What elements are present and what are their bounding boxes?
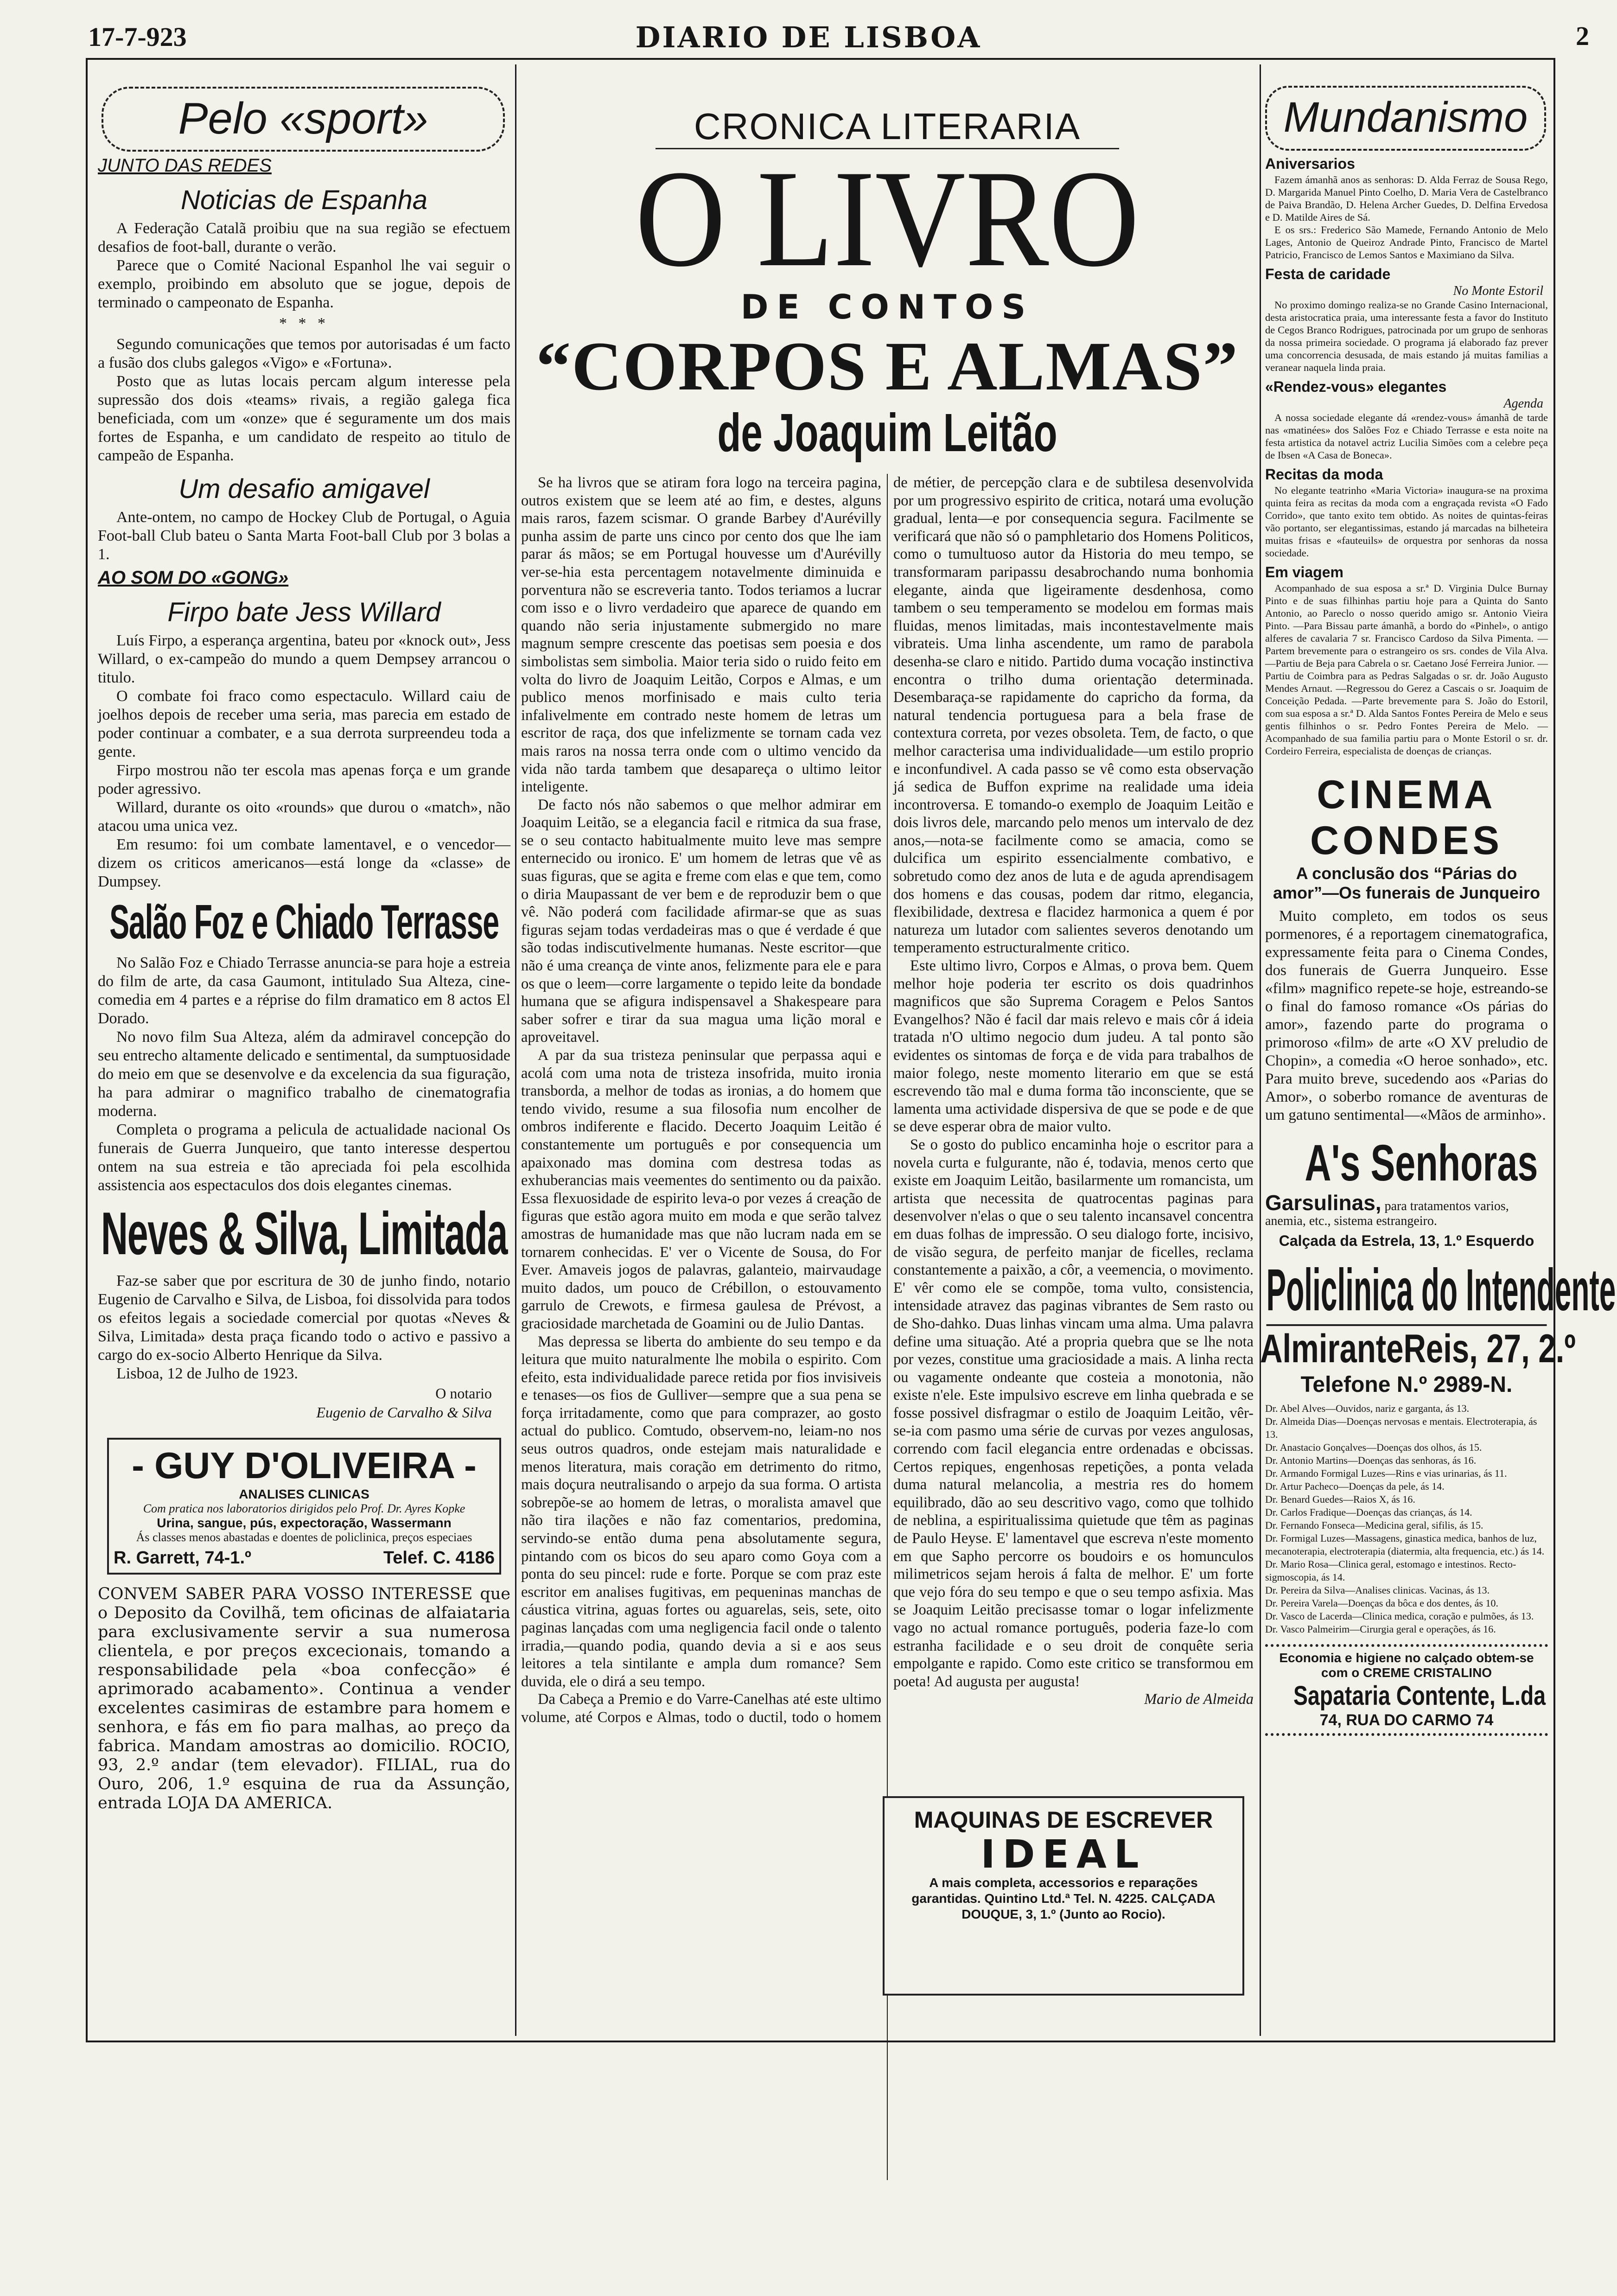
paragraph: E os srs.: Frederico São Mamede, Fernando Antonio de Melo Lages, Antonio de Queiroz Andrade Pinto, Francisco de Martel Patricio, Francisco de Lemos Santos e Maximiano da Silva.	[1265, 224, 1548, 261]
list-item: Dr. Fernando Fonseca—Medicina geral, sifilis, ás 15.	[1265, 1519, 1483, 1531]
list-item: Dr. Pereira Varela—Doenças da bôca e dos dentes, ás 10.	[1265, 1597, 1498, 1609]
list-item: Dr. Vasco Palmeirim—Cirurgia geral e operações, ás 16.	[1265, 1623, 1496, 1635]
paragraph: Parece que o Comité Nacional Espanhol lhe vai seguir o exemplo, proibindo em absoluto que se jogue, depois de terminado o campeonato de Espanha.	[98, 257, 510, 311]
paragraph: Willard, durante os oito «rounds» que durou o «match», não atacou uma unica vez.	[98, 799, 510, 835]
paragraph: Posto que as lutas locais percam algum interesse pela supressão dos dois «teams» rivais, a região galega fica beneficiada, com um «onze» que é seguramente um dos mais fortes de Espanha, e um candidato de respeito ao titulo de campeão de Espanha.	[98, 373, 510, 464]
list-item: Dr. Carlos Fradique—Doenças das crianças, ás 14.	[1265, 1506, 1472, 1518]
paragraph: Em resumo: foi um combate lamentavel, e o vencedor—dizem os criticos americanos—está longe da «classe» de Dumpsey.	[98, 836, 510, 890]
article-heading: Noticias de Espanha	[181, 185, 427, 215]
list-item: Dr. Antonio Martins—Doenças das senhoras, ás 16.	[1265, 1454, 1477, 1466]
ad-title: MAQUINAS DE ESCREVER	[914, 1807, 1213, 1833]
ad-line: Ás classes menos abastadas e doentes de policlinica, preços especiaes	[136, 1531, 472, 1544]
masthead-date: 17-7-923	[88, 22, 187, 52]
notary-label: O notario	[435, 1385, 492, 1402]
paragraph: Fazem ámanhã anos as senhoras: D. Alda Ferraz de Sousa Rego, D. Margarida Manuel Pinto Coelho, D. Maria Vera de Castelbranco de Paiva Brandão, D. Helena Archer Guedes, D. Delfina Ervedosa e D. Matilde Aires de Sá.	[1265, 174, 1548, 223]
ad-brand: Sapataria Contente, L.da	[1293, 1681, 1546, 1711]
policlinica-address: AlmiranteReis, 27, 2.º	[1260, 1327, 1576, 1371]
paragraph: Se ha livros que se atiram fora logo na terceira pagina, outros existem que se leem até ao fim, e destes, alguns mais raros, fazem scismar. O grande Barbey d'Aurévilly punha assim de parte uns cinco por cento dos que lhe iam parar ás mãos; se em Portugal houvesse um d'Aurévilly ver-se-hia esta percentagem notavelmente diminuida e porventura não se escreveria tanto. Todos teriamos a lucrar com isso e o livro verdadeiro que aparece de quando em quando não seria injustamente submergido no mare magnum sempre crescente das poetisas sem poesia e dos simbolistas sem simbolia. Maior teria sido o ruido feito em volta do livro de Joaquim Leitão, Corpos e Almas, e um publico menos morfinisado e mais culto teria infalivelmente em contrado neste homem de letras um escritor de raça, dos que infelizmente se tornam cada vez mais raros na nossa terra onde com o ultimo vencido da vida não tarda tambem que desapareça o ultimo leitor inteligente.	[521, 474, 881, 796]
list-item: Dr. Abel Alves—Ouvidos, nariz e garganta, ás 13.	[1265, 1403, 1470, 1414]
sapataria-ad	[1265, 1644, 1548, 1736]
section-location: No Monte Estoril	[1453, 284, 1543, 298]
paragraph: A par da sua tristeza peninsular que perpassa aqui e acolá com uma nota de tristeza insofrida, muito ironia transborda, a melhor de todas as ironias, a do homem que tendo vivido, resume a sua filosofia num encolher de ombros indiferente e flacido. Decerto Joaquim Leitão é constantemente um português e por consequencia um apaixonado mas domina com destresa todas as exhuberancias mais veementes do sentimento ou da paixão. Essa flexuosidade de espirito leva-o por vezes á creação de figuras que estão agora muito em moda e que serão talvez amostras de humanidade mas que não lucram nada em se tornarem conhecidas. E' ver o Vicente de Sousa, do For Ever. Amaveis jogos de palavras, galanteio, mairvaudage muito dados, um pouco de Crébillon, o estouvamento garrulo de Crewots, e firmesa gaulesa de Prévost, a graciosidade marchetada de Goamini ou de Julio Dantas.	[521, 1047, 881, 1332]
column-cronica	[521, 60, 1254, 2035]
paragraph: Luís Firpo, a esperança argentina, bateu por «knock out», Jess Willard, o ex-campeão do mundo a quem Dempsey arrancou o titulo.	[98, 632, 510, 686]
paragraph: Muito completo, em todos os seus pormenores, é a reportagem cinematografica, expressamente feita para o Cinema Condes, dos funerais de Guerra Junqueiro. Esse «film» magnifico repete-se hoje, estreando-se o final do famoso romance «Os párias do amor», fazendo parte do programa o primoroso «film» de arte «O XV preludio de Chopin», a comedia «O heroe sonhado», etc. Para muito breve, sucedendo aos «Parias do Amor», o soberbo romance de aventuras de um gatuno sentimental—«Mãos de arminho».	[1265, 908, 1548, 1123]
section-heading: Em viagem	[1265, 564, 1343, 580]
ad-line: Urina, sangue, pús, expectoração, Wassermann	[157, 1516, 452, 1530]
ad-title: - GUY D'OLIVEIRA -	[132, 1445, 477, 1486]
policlinica-heading: Policlinica do Intendente	[1267, 1256, 1547, 1326]
notary-signature: Eugenio de Carvalho & Silva	[316, 1404, 492, 1421]
senhoras-description: para tratamentos varios, anemia, etc., sistema estrangeiro.	[1265, 1199, 1509, 1228]
page-frame	[86, 58, 1616, 2042]
paragraph: A nossa sociedade elegante dá «rendez-vous» ámanhã de tarde nas «matinées» dos Salões Foz e Chiado Terrasse e esta noite na festa artistica da notavel actriz Lucilia Simões com a celebre peça de Ibsen «A Casa de Boneca».	[1265, 412, 1548, 461]
separator: * * *	[279, 315, 329, 332]
neves-heading: Neves & Silva, Limitada	[101, 1199, 508, 1267]
page-number: 2	[1576, 21, 1589, 51]
section-subheading: AO SOM DO «GONG»	[98, 568, 289, 588]
ad-text: A mais completa, accessorios e reparações garantidas. Quintino Ltd.ª Tel. N. 4225. CALÇADA DOUQUE, 3, 1.º (Junto ao Rocio).	[911, 1875, 1216, 1921]
paragraph: Acompanhado de sua esposa a sr.ª D. Virginia Dulce Burnay Pinto e de suas filhinhas partiu hoje para a Quinta do Santo Antonio, ao Pareclo o nosso querido amigo sr. Antonio Vieira Pinto. —Para Bissau parte ámanhã, a bordo do «Pinhel», o antigo alferes de cavalaria 7 sr. Francisco Cardoso da Silva Pimenta. —Partem brevemente para o estrangeiro os srs. condes de Vila Alva. —Partiu de Beja para Cabrela o sr. Caetano José Ferreira Junior. —Partiu de Coimbra para as Pedras Salgadas o sr. dr. João Augusto Mendes Arnaut. —Regressou do Gerez a Cascais o sr. Joaquim de Conceição Pedada. —Parte brevemente para S. João do Estoril, com sua esposa a sr.ª D. Alda Santos Fontes Pereira de Melo e seus gentis filhinhos o sr. Pedro Fontes Pereira de Melo. —Acompanhado de sua familia partiu para o Monte Estoril o sr. dr. Cordeiro Ferreira, especialista de doenças de crianças.	[1265, 582, 1548, 757]
headline-author: de Joaquim Leitão	[717, 402, 1057, 463]
ad-brand: IDEAL	[980, 1831, 1146, 1877]
list-item: Dr. Anastacio Gonçalves—Doenças dos olhos, ás 15.	[1265, 1441, 1482, 1453]
cinema-condes-subheading: A conclusão dos “Párias do amor”—Os funerais de Junqueiro	[1273, 864, 1541, 902]
maquinas-ideal-ad	[883, 1796, 1244, 1996]
cinema-condes-heading: CINEMA CONDES	[1310, 772, 1503, 863]
paragraph: Se o gosto do publico encaminha hoje o escritor para a novela curta e fulgurante, não é, todavia, menos certo que existe em Joaquim Leitão, basilarmente um romancista, um artista que necessita de quatrocentas paginas para desenvolver n'elas o que o seu talento incansavel concentra em duas folhas de impressão. O seu dialogo forte, incisivo, de visão segura, de perfeito manjar de ficelles, reclama constantemente a paixão, a côr, a veemencia, o movimento. E' vêr como ele se compõe, toma vulto, consistencia, intensidade atravez das paginas vibrantes de Sem rasto ou de Sho-dahko. Duas linhas vincam uma alma. Uma palavra define uma situação. Até a propria quebra que se lhe nota por vezes, constitue uma graciosidade a mais. A linha recta ou vagamente ondeante que costeia a monotonia, não existe n'ele. Este impulsivo escreve em linha quebrada e se fosse possivel disfragmar o estilo de Joaquim Leitão, vêr-se-ia com pasmo uma série de curvas por vezes angulosas, correndo com facil elegancia entre ordenadas e obcissas. Certos repiques, engenhosas repetições, a ponta velada duma natural melancolia, a mestria res do homem equilibrado, dão ao seu descritivo vago, como que tolhido de neblina, a espiritualissima quietude que têm as paginas de Paulo Heyse. E' lamentavel que escreva n'este momento em que Sapho percorre os boudoirs e os homunculos milimetricos sejam herois á falta de melhor. E' um forte que vejo fóra do seu tempo e que o seu tempo asfixia. Mas se Joaquim Leitão precisasse tomar o logar infelizmente vago no actual romance português, poderia faze-lo com estranha facilidade e o seu droit de conquête seria empolgante e rapido. Como este critico se transformou em poeta! Ad augusta per augusta!	[893, 1136, 1254, 1690]
paragraph: Completa o programa a pelicula de actualidade nacional Os funerais de Guerra Junqueiro, que tanto interesse despertou ontem na sua estreia e tão apreciada foi pela escolhida assistencia aos espectaculos dos dois elegantes cinemas.	[98, 1121, 510, 1194]
column-rule	[1260, 64, 1261, 2036]
cronica-kicker: CRONICA LITERARIA	[694, 106, 1081, 147]
list-item: Dr. Armando Formigal Luzes—Rins e vias urinarias, ás 11.	[1265, 1467, 1507, 1479]
paragraph: A Federação Catalã proibiu que na sua região se efectuem desafios de foot-ball, durante o verão.	[98, 220, 510, 255]
headline-livro: O LIVRO	[635, 141, 1140, 295]
masthead	[0, 9, 1617, 54]
paragraph: Segundo comunicações que temos por autorisadas é um facto a fusão dos clubs galegos «Vigo» e «Fortuna».	[98, 336, 510, 371]
ad-address: 74, RUA DO CARMO 74	[1319, 1711, 1494, 1729]
covilha-ad: CONVEM SABER PARA VOSSO INTERESSE que o Deposito da Covilhã, tem oficinas de alfaiataria para exclusivamente servir a sua numerosa clientela, e por preços excecionais, tomando a responsabilidade pela «boa confecção» é aprimorado acabamento». Continua a vender excelentes casimiras de estambre para homem e senhora, e fás em fio para malhas, ao preço da fabrica. Mandam amostras ao domicilio. ROCIO, 93, 2.º andar (tem elevador). FILIAL, rua do Ouro, 206, 1.º esquina de rua da Assunção, entrada LOJA DA AMERICA.	[98, 1585, 510, 1812]
section-heading: «Rendez-vous» elegantes	[1265, 378, 1447, 395]
section-heading: Aniversarios	[1265, 155, 1355, 172]
paragraph: No novo film Sua Alteza, além da admiravel concepção do seu entrecho altamente delicado e sentimental, da sumptuosidade do meio em que se desenvolve e da excelencia da sua figuração, ha para admirar o magnifico trabalho de cinematografia moderna.	[98, 1028, 510, 1120]
sport-subheading: JUNTO DAS REDES	[98, 155, 272, 176]
masthead-title: DIARIO DE LISBOA	[635, 20, 982, 54]
headline-corpos-e-almas: “CORPOS E ALMAS”	[536, 328, 1239, 405]
article-heading: Firpo bate Jess Willard	[167, 597, 441, 627]
paragraph: O combate foi fraco como espectaculo. Willard caiu de joelhos depois de receber uma seria, mas parecia em estado de poder continuar a combater, e a sua derrota surpreendeu toda a gente.	[98, 688, 510, 760]
paragraph: Ante-ontem, no campo de Hockey Club de Portugal, o Aguia Foot-ball Club bateu o Santa Marta Foot-ball Club por 3 bolas a 1.	[98, 509, 510, 563]
column-mundanismo	[1260, 60, 1616, 2035]
ad-subtitle: ANALISES CLINICAS	[239, 1487, 369, 1501]
list-item: Dr. Benard Guedes—Raios X, ás 16.	[1265, 1493, 1415, 1505]
article-heading: Um desafio amigavel	[178, 474, 430, 504]
paragraph: Este ultimo livro, Corpos e Almas, o prova bem. Quem melhor hoje poderia ter escrito os dois quadrinhos magnificos que são Suprema Coragem e Pelos Santos Evangelhos? Não é facil dar mais relevo e mais côr á ideia tratada n'O ultimo negocio dum judeu. A tal ponto são evidentes os sintomas de força e de vida para trabalhos de maior folego, neste momento literario em que se está escrevendo tão mal e duma forma tão inconsciente, que se lamenta uma actividade dispersiva de que se pode e de que se deve esperar obra de maior vulto.	[893, 957, 1254, 1135]
senhoras-brand: Garsulinas,	[1265, 1191, 1381, 1215]
senhoras-heading: A's Senhoras	[1305, 1135, 1538, 1192]
ad-phone: Telef. C. 4186	[383, 1548, 495, 1568]
paragraph: Mas depressa se liberta do ambiente do seu tempo e da leitura que muito naturalmente lhe mobila o espirito. Com efeito, esta individualidade parece retida por fios invisiveis e tenases—os fios de Gulliver—sempre que a sua pena se força irritadamente, como que para comprazer, ao gosto actual do publico. Comtudo, observem-no, leiam-no nos seus outros quadros, onde estejam mais naturalidade e menos literatura, mais coração em detrimento do ritmo, mais doçura neutralisando o arpejo da sua forma. O artista sobrepõe-se ao homem de letras, o moralista amavel que não tira ilações e não faz comentarios, predomina, servindo-se então duma pena absolutamente segura, pintando com os bicos do seu aparo como Goya com a ponta do seu pincel: rude e forte. Porque se com praz este escritor em analises fugitivas, em pequeninas manchas de cáustica vitrina, aguas fortes ou aguarelas, seis, sete, oito paginas lançadas com uma negligencia facil onde o talento irradia,—quando podia, quando devia a si e aos seus leitores a tela sintilante e ampla dum romance? Sem duvida, ele o dirá a seu tempo.	[521, 1333, 881, 1690]
list-item: Dr. Formigal Luzes—Massagens, ginastica medica, banhos de luz, mecanoterapia, electroterapia (diatermia, alta frequencia, etc.) ás 14.	[1265, 1532, 1545, 1557]
list-item: Dr. Almeida Dias—Doenças nervosas e mentais. Electroterapia, ás 13.	[1265, 1416, 1537, 1440]
guy-oliveira-ad	[107, 1438, 501, 1575]
section-heading: Festa de caridade	[1265, 266, 1391, 282]
doctor-list	[1265, 1402, 1548, 1636]
list-item: Dr. Vasco de Lacerda—Clinica medica, coração e pulmões, ás 13.	[1265, 1610, 1534, 1622]
paragraph: De facto nós não sabemos o que melhor admirar em Joaquim Leitão, se a elegancia facil e ritmica da sua frase, se o seu contacto habitualmente muito leve mas sempre enternecido ou ironico. E' um homem de letras que vê as suas figuras, que se agita e freme com elas e que tem, como o diria Maupassant de ver bem e de reproduzir bem o que vê. Não poderá com facilidade afirmar-se que as suas figuras sejam todas verdadeiras mas o que é verdade é que são todas indiscutivelmente humanas. Neste escritor—que não é uma creança de vinte anos, felizmente para ele e para os que o leem—corre largamente o tepido leite da bondade humana que se afigura indispensavel a Shakespeare para saber sofrer e tirar da sua magua uma lição moral e aproveitavel.	[521, 796, 881, 1046]
section-label: Agenda	[1503, 396, 1543, 411]
column-rule	[515, 64, 516, 2036]
paragraph: No Salão Foz e Chiado Terrasse anuncia-se para hoje a estreia do film de arte, da casa Gaumont, intitulado Sua Alteza, cine-comedia em 4 partes e a réprise do film dramatico em 8 actos El Dorado.	[98, 954, 510, 1027]
paragraph: Faz-se saber que por escritura de 30 de junho findo, notario Eugenio de Carvalho e Silva, de Lisboa, foi dissolvida para todos os efeitos legais a sociedade comercial por quotas «Neves & Silva, Limitada» desta praça ficando todo o activo e passivo a cargo do ex-socio Alberto Henrique da Silva.	[98, 1272, 510, 1364]
paragraph: No elegante teatrinho «Maria Victoria» inaugura-se na proxima quinta feira as recitas da moda com a engraçada revista «O Fado Corrido», que tanto exito tem obtido. As noites de quintas-feiras vão portanto, ser elegantissimas, estando já marcadas na bilheteira muitas frisas e «fauteuils» de orquestra por senhoras da nossa sociedade.	[1265, 485, 1548, 559]
policlinica-phone: Telefone N.º 2989-N.	[1300, 1372, 1513, 1397]
list-item: Dr. Artur Pacheco—Doenças da pele, ás 14.	[1265, 1480, 1445, 1492]
headline-de-contos: DE CONTOS	[740, 287, 1034, 326]
paragraph: Da Cabeça a Premio e do Varre-Canelhas até este ultimo volume, até Corpos e Almas, todo o ductil, todo o homem de métier, de percepção clara e de subtilesa desenvolvida por um progressivo espirito de critica, notará uma evolução gradual, lenta—e por consequencia segura. Facilmente se verificará que não só o pamphletario dos Homens Politicos, como o tumultuoso autor da Historia do meu tempo, se transformaram paripassu desabrochando numa bonhomia elegante, ainda que ligeiramente desdenhosa, como tambem o seu temperamento se modelou em formas mais fluidas, menos limitadas, mais incontestavelmente mais vibrateis. Uma linha ascendente, um ramo de parabola desenha-se claro e nitido. Partido duma vocação instinctiva encontra o trilho duma orientação determinada. Desembaraça-se rapidamente do capricho da forma, da natural tendencia portuguesa para a bela frase de contextura correta, por vezes obsoleta. Tem, de facto, o que melhor caracterisa uma individualidade—um estilo proprio e inconfundivel. A cada passo se vê como esta observação já sedica de Buffon exprime na realidade uma ideia incontroversa. E tomando-o exemplo de Joaquim Leitão e dois livros dele, marcando pelo menos um intervalo de dez anos,—nota-se facilmente como se amacia, como se dulcifica um espirito essencialmente combativo, e sobretudo como dez anos de luta e de aguda aprendisagem dos homens e das cousas, podem dar ritmo, elegancia, flexibilidade, dextresa e flacidez harmonica a quem é por natureza um lutador com salientes severos denotando um temperamento estructuralmente critico.	[521, 474, 1254, 1726]
ad-line: Com pratica nos laboratorios dirigidos pelo Prof. Dr. Ayres Kopke	[143, 1502, 465, 1515]
ad-address: R. Garrett, 74-1.º	[114, 1548, 251, 1568]
mundanismo-header: Mundanismo	[1265, 86, 1546, 151]
paragraph: Lisboa, 12 de Julho de 1923.	[116, 1365, 298, 1382]
salao-heading: Salão Foz e Chiado Terrasse	[109, 895, 499, 949]
senhoras-text	[1265, 1191, 1548, 1229]
paragraph: No proximo domingo realiza-se no Grande Casino Internacional, desta aristocratica praia, uma interessante festa a favor do Instituto de Cegos Branco Rodrigues, patrocinada por um grupo de senhoras da nossa primeira sociedade. O programa já elaborado faz prever uma concorrencia desusada, de mais estando já muitas familias a veranear naquela linda praia.	[1265, 299, 1548, 373]
column-sport	[98, 60, 510, 2035]
article-signature: Mario de Almeida	[1144, 1691, 1254, 1708]
section-heading: Recitas da moda	[1265, 466, 1383, 483]
paragraph: Firpo mostrou não ter escola mas apenas força e um grande poder agressivo.	[98, 762, 510, 797]
ad-line: Economia e higiene no calçado obtem-se com o CREME CRISTALINO	[1279, 1651, 1534, 1680]
list-item: Dr. Pereira da Silva—Analises clinicas. Vacinas, ás 13.	[1265, 1584, 1490, 1596]
list-item: Dr. Mario Rosa—Clinica geral, estomago e intestinos. Recto-sigmoscopia, ás 14.	[1265, 1558, 1516, 1583]
sport-header: Pelo «sport»	[102, 87, 505, 152]
senhoras-address: Calçada da Estrela, 13, 1.º Esquerdo	[1279, 1232, 1534, 1249]
